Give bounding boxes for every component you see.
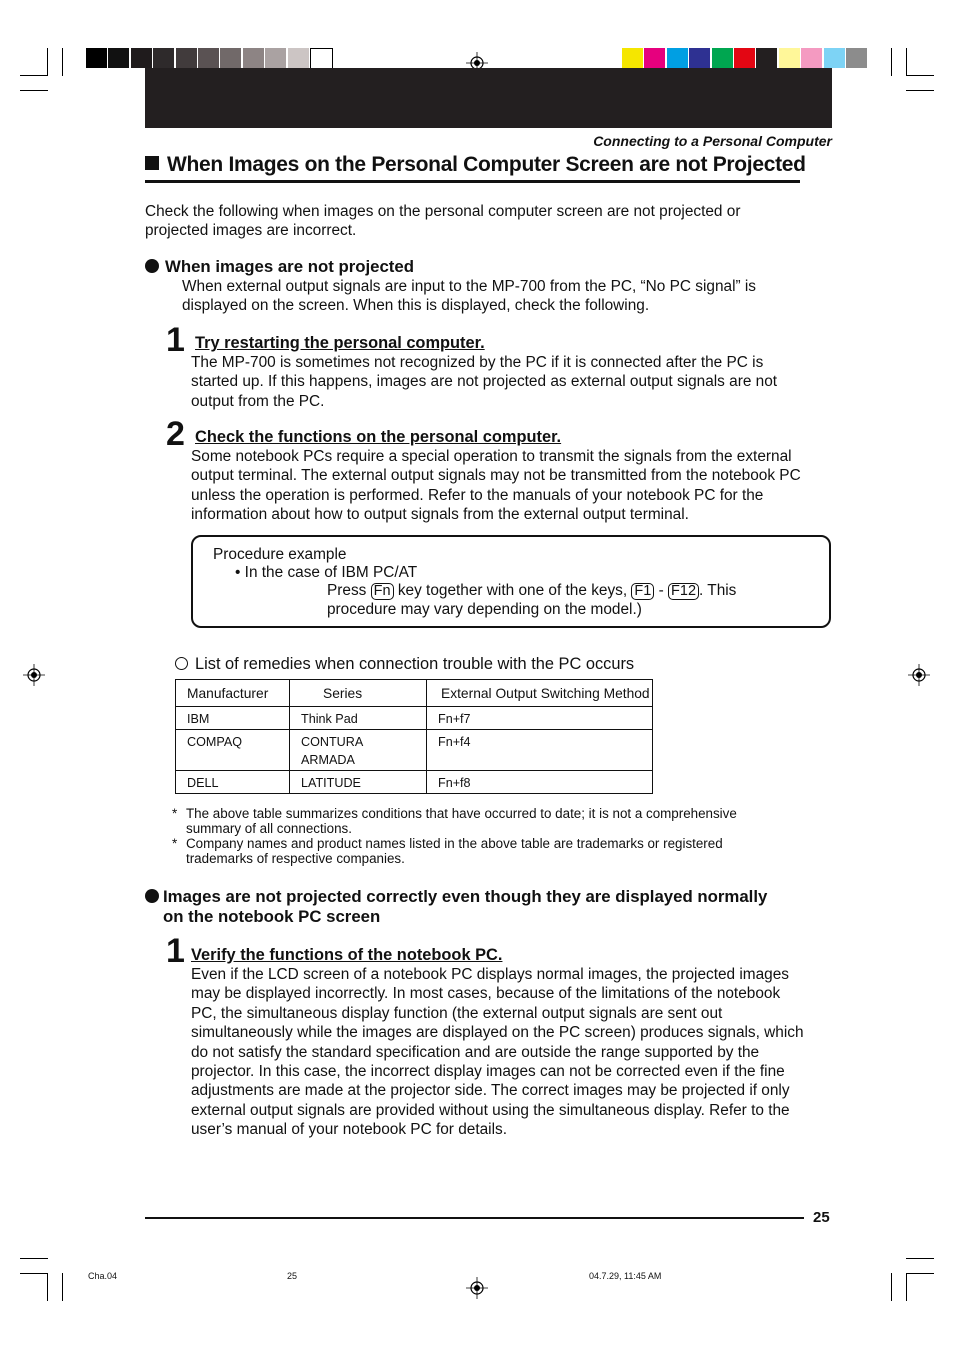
- cell-series-line: CONTURA: [301, 735, 364, 749]
- gray-swatch: [108, 48, 129, 68]
- step-body-line: projector. In this case, the incorrect display images can not be corrected even if the fine: [191, 1063, 785, 1081]
- step-body-line: adjustments are made at the projector side. The correct images may be projected if only: [191, 1082, 790, 1100]
- step-number: 1: [166, 321, 185, 359]
- f12-key: F12: [668, 583, 699, 600]
- step-body-line: user’s manual of your notebook PC for details.: [191, 1121, 507, 1139]
- note-line: The above table summarizes conditions that have occurred to date; it is not a comprehensive: [186, 806, 737, 821]
- cell-manufacturer: IBM: [176, 707, 290, 730]
- table-caption: [175, 655, 634, 674]
- cell-series: [290, 730, 427, 771]
- note-text: [186, 836, 723, 866]
- intro-paragraph: [145, 202, 740, 241]
- intro-line: projected images are incorrect.: [145, 222, 357, 240]
- note-line: summary of all connections.: [186, 821, 352, 836]
- gray-swatch: [131, 48, 152, 68]
- registration-mark-right: [908, 664, 930, 686]
- step-body: [191, 447, 801, 525]
- section-title-text: When Images on the Personal Computer Screen are not Projected: [167, 153, 806, 176]
- cell-method: Fn+f8: [427, 771, 653, 794]
- step-body-line: may be displayed incorrectly. In most cases, because of the limitations of the notebook: [191, 985, 781, 1003]
- color-swatch: [622, 48, 643, 68]
- registration-mark-left: [23, 664, 45, 686]
- step-body: [191, 965, 804, 1140]
- remedies-table: [175, 679, 653, 794]
- color-swatch: [712, 48, 733, 68]
- table-note: [172, 806, 737, 836]
- note-text: [186, 806, 737, 836]
- cell-method: Fn+f7: [427, 707, 653, 730]
- f1-key: F1: [631, 583, 654, 600]
- color-swatch: [801, 48, 822, 68]
- open-circle-bullet-icon: [175, 657, 188, 670]
- procedure-press: Press: [327, 582, 367, 599]
- header-manufacturer: Manufacturer: [176, 680, 290, 707]
- table-row: [176, 707, 653, 730]
- step-body-line: The MP-700 is sometimes not recognized by the PC if it is connected after the PC is: [191, 354, 764, 371]
- cell-manufacturer: COMPAQ: [176, 730, 290, 771]
- sub1-heading: [145, 257, 414, 277]
- slug-left: Cha.04: [88, 1271, 118, 1281]
- header-series: Series: [290, 680, 427, 707]
- note-mark: *: [172, 836, 178, 851]
- procedure-box: [191, 535, 831, 628]
- color-swatch: [824, 48, 845, 68]
- fn-key: Fn: [371, 583, 394, 600]
- header-method: External Output Switching Method: [427, 680, 653, 707]
- note-line: Company names and product names listed in the above table are trademarks or registered: [186, 836, 723, 851]
- step-body-line: output from the PC.: [191, 392, 325, 410]
- slug-right: 04.7.29, 11:45 AM: [589, 1271, 662, 1281]
- gray-swatch: [310, 48, 333, 70]
- table-header-row: [176, 680, 653, 707]
- color-swatch: [756, 48, 777, 68]
- cell-manufacturer: DELL: [176, 771, 290, 794]
- sub2-heading: [145, 887, 767, 927]
- procedure-title: Procedure example: [213, 546, 347, 563]
- gray-swatch: [176, 48, 197, 68]
- footer-rule: [145, 1217, 804, 1219]
- registration-mark-bottom: [466, 1277, 488, 1299]
- section-title: [145, 153, 806, 183]
- running-header: Connecting to a Personal Computer: [593, 133, 832, 149]
- gray-swatch: [220, 48, 241, 68]
- procedure-mid: key together with one of the keys,: [397, 582, 628, 599]
- cell-series: LATITUDE: [290, 771, 427, 794]
- step-body-line: do not satisfy the standard specification and are outside the range supported by the: [191, 1043, 760, 1061]
- gray-swatch: [243, 48, 264, 68]
- color-swatch: [644, 48, 665, 68]
- square-bullet-icon: [145, 156, 159, 170]
- slug-mid: 25: [287, 1271, 298, 1281]
- step-title: Try restarting the personal computer.: [195, 334, 485, 352]
- procedure-dash: -: [658, 582, 664, 599]
- color-swatch: [689, 48, 710, 68]
- step-body-line: information about how to output signals from the external output terminal.: [191, 506, 689, 524]
- sub1-body-line: displayed on the screen. When this is displayed, check the following.: [182, 297, 650, 315]
- step-title: Check the functions on the personal computer.: [195, 428, 562, 446]
- procedure-case: • In the case of IBM PC/AT: [235, 564, 418, 581]
- step-body-line: unless the operation is performed. Refer to the manuals of your notebook PC for the: [191, 486, 764, 504]
- cell-method: Fn+f4: [427, 730, 653, 771]
- note-line: trademarks of respective companies.: [186, 851, 405, 866]
- note-mark: *: [172, 806, 178, 821]
- cell-series-line: ARMADA: [301, 753, 355, 767]
- filled-circle-bullet-icon: [145, 259, 159, 273]
- color-swatch: [846, 48, 867, 68]
- step-body-line: PC, the simultaneous display function (the external output signals are sent out: [191, 1004, 723, 1022]
- step-body-line: external output signals are provided without using the simultaneous display. Refer to the: [191, 1101, 790, 1119]
- filled-circle-bullet-icon: [145, 889, 159, 903]
- step-title: Verify the functions of the notebook PC.: [191, 946, 503, 964]
- page-number: 25: [813, 1209, 830, 1226]
- table-row: [176, 771, 653, 794]
- intro-line: Check the following when images on the personal computer screen are not projected or: [145, 203, 741, 220]
- cell-series: Think Pad: [290, 707, 427, 730]
- table-caption-text: List of remedies when connection trouble with the PC occurs: [195, 655, 635, 673]
- gray-swatch: [288, 48, 309, 68]
- gray-swatch: [153, 48, 174, 68]
- step-number: 2: [166, 415, 185, 453]
- header-black-band: [145, 68, 832, 128]
- step-body-line: started up. If this happens, images are not projected as external output signals are not: [191, 373, 778, 391]
- gray-swatch: [265, 48, 286, 68]
- color-swatch: [667, 48, 688, 68]
- sub2-heading-line: Images are not projected correctly even though they are displayed normally: [163, 887, 768, 906]
- step-body-line: Even if the LCD screen of a notebook PC displays normal images, the projected images: [191, 966, 789, 983]
- gray-swatch: [198, 48, 219, 68]
- sub1-body-line: When external output signals are input to the MP-700 from the PC, “No PC signal” is: [182, 278, 757, 295]
- sub2-heading-line: on the notebook PC screen: [163, 907, 381, 926]
- sub1-heading-text: When images are not projected: [165, 257, 414, 276]
- sub1-body: [182, 277, 756, 316]
- step-body-line: output terminal. The external output signals may not be transmitted from the notebook PC: [191, 467, 801, 485]
- color-swatch: [779, 48, 800, 68]
- step-body-line: simultaneously while the images are displayed on the PC screen) produces signals, which: [191, 1024, 804, 1042]
- procedure-line: [327, 581, 736, 600]
- gray-swatch: [86, 48, 107, 68]
- procedure-end: . This: [699, 582, 737, 599]
- color-swatch: [734, 48, 755, 68]
- step-body-line: Some notebook PCs require a special operation to transmit the signals from the external: [191, 448, 792, 465]
- procedure-line2: procedure may vary depending on the model.): [327, 601, 642, 618]
- table-row: [176, 730, 653, 771]
- table-note: [172, 836, 723, 866]
- step-body: [191, 353, 777, 411]
- step-number: 1: [166, 932, 185, 970]
